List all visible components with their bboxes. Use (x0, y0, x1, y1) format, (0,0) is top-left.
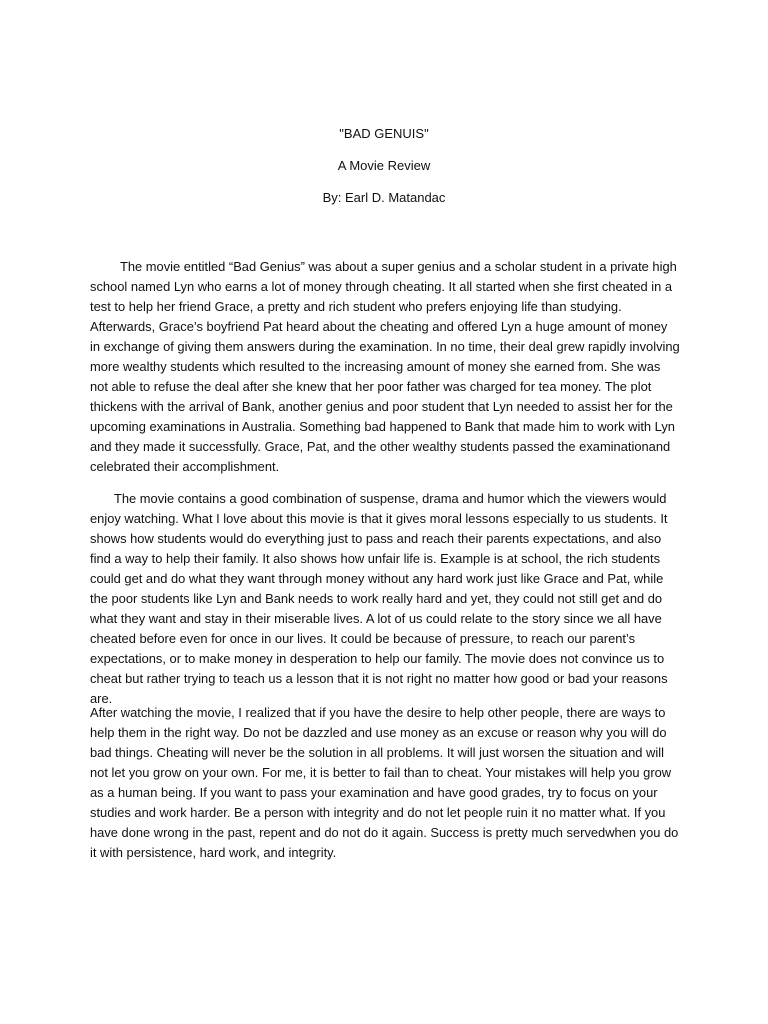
paragraph-text: The movie entitled “Bad Genius” was about a super genius and a scholar student in a private high school named Lyn who earns a lot of money through cheating. It all started when she first cheated in a test to help her friend Grace, a pretty and rich student who prefers enjoying life than studying. Afterwards, Grace’s boyfriend Pat heard about the cheating and offered Lyn a huge amount of money in exchange of giving them answers during the examination. In no time, their deal grew rapidly involving more wealthy students which resulted to the increasing amount of money she earned from. She was not able to refuse the deal after she knew that her poor father was charged for tea money. The plot thickens with the arrival of Bank, another genius and poor student that Lyn needed to assist her for the upcoming examinations in Australia. Something bad happened to Bank that made him to work with Lyn and they made it successfully. Grace, Pat, and the other wealthy students passed the examinationand celebrated their accomplishment. (90, 259, 680, 474)
document-title: "BAD GENUIS" (339, 126, 429, 141)
paragraph-text: After watching the movie, I realized that if you have the desire to help other people, there are ways to help them in the right way. Do not be dazzled and use money as an excuse or reason why you will do bad things. Cheating will never be the solution in all problems. It will just worsen the situation and will not let you grow on your own. For me, it is better to fail than to cheat. Your mistakes will help you grow as a human being. If you want to pass your examination and have good grades, try to focus on your studies and work harder. Be a person with integrity and do not let people ruin it no matter what. If you have done wrong in the past, repent and do not do it again. Success is pretty much servedwhen you do it with persistence, hard work, and integrity. (90, 705, 679, 860)
paragraph-2 (90, 489, 680, 709)
document-byline: By: Earl D. Matandac (322, 190, 446, 205)
paragraph-1 (90, 257, 680, 477)
paragraph-text: The movie contains a good combination of suspense, drama and humor which the viewers would enjoy watching. What I love about this movie is that it gives moral lessons especially to us students. It shows how students would do everything just to pass and reach their parents expectations, and also find a way to help their family. It also shows how unfair life is. Example is at school, the rich students could get and do what they want through money without any hard work just like Grace and Pat, while the poor students like Lyn and Bank needs to work really hard and yet, they could not still get and do what they want and stay in their miserable lives. A lot of us could relate to the story since we all have cheated before even for once in our lives. It could be because of pressure, to reach our parent’s expectations, or to make money in desperation to help our family. The movie does not convince us to cheat but rather trying to teach us a lesson that it is not right no matter how good or bad your reasons are. (90, 491, 668, 706)
document-header (0, 126, 768, 222)
paragraph-3 (90, 703, 680, 863)
document-subtitle: A Movie Review (337, 158, 431, 173)
